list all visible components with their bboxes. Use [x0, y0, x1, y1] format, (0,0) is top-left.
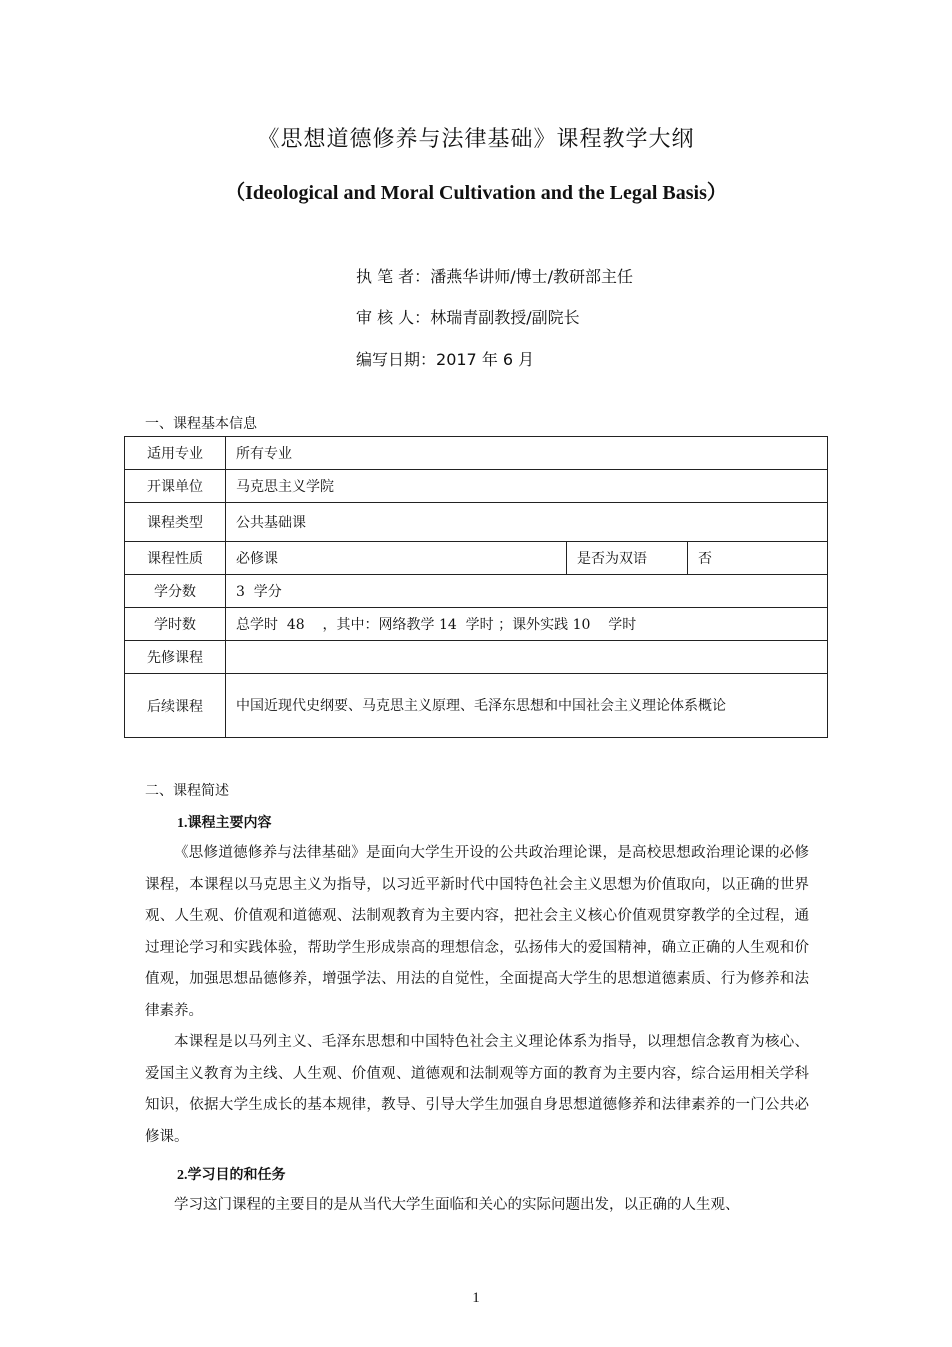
paragraph-course-content [145, 838, 809, 1153]
row-value [226, 641, 828, 674]
row-label: 先修课程 [125, 641, 226, 674]
table-row [125, 641, 828, 674]
row-value: 公共基础课 [226, 503, 828, 542]
row-label: 适用专业 [125, 437, 226, 470]
row-value: 马克思主义学院 [226, 470, 828, 503]
bilingual-label: 是否为双语 [567, 542, 688, 575]
date-line [356, 347, 534, 370]
paragraph-objectives [145, 1190, 809, 1222]
date-value: 2017 年 6 月 [436, 350, 535, 369]
row-value: 中国近现代史纲要、马克思主义原理、毛泽东思想和中国社会主义理论体系概论 [226, 674, 828, 738]
author-value: 潘燕华讲师/博士/教研部主任 [430, 267, 633, 286]
table-row [125, 542, 828, 575]
page-number: 1 [472, 1290, 480, 1306]
table-row [125, 437, 828, 470]
paragraph: 《思修道德修养与法律基础》是面向大学生开设的公共政治理论课，是高校思想政治理论课的必修课程，本课程以马克思主义为指导，以习近平新时代中国特色社会主义思想为价值取向，以正确的世界观、人生观、价值观和道德观、法制观教育为主要内容，把社会主义核心价值观贯穿教学的全过程，通过理论学习和实践体验，帮助学生形成崇高的理想信念，弘扬伟大的爱国精神，确立正确的人生观和价值观，加强思想品德修养，增强学法、用法的自觉性，全面提高大学生的思想道德素质、行为修养和法律素养。 [145, 845, 809, 1019]
row-label: 课程类型 [125, 503, 226, 542]
section1-heading: 一、课程基本信息 [145, 416, 257, 432]
table-row [125, 470, 828, 503]
paragraph: 学习这门课程的主要目的是从当代大学生面临和关心的实际问题出发，以正确的人生观、 [174, 1197, 740, 1213]
subsection2-heading: 2.学习目的和任务 [177, 1168, 286, 1183]
row-label: 学时数 [125, 608, 226, 641]
author-label: 执 笔 者： [356, 267, 431, 286]
subsection1-heading: 1.课程主要内容 [177, 816, 272, 831]
reviewer-value: 林瑞青副教授/副院长 [430, 308, 580, 327]
row-label: 课程性质 [125, 542, 226, 575]
paragraph: 本课程是以马列主义、毛泽东思想和中国特色社会主义理论体系为指导，以理想信念教育为核心、爱国主义教育为主线、人生观、价值观、道德观和法制观等方面的教育为主要内容，综合运用相关学科知识，依据大学生成长的基本规律，教导、引导大学生加强自身思想道德修养和法律素养的一门公共必修课。 [145, 1034, 809, 1145]
document-title-english: （Ideological and Moral Cultivation and the Legal Basis） [225, 182, 727, 204]
row-label: 学分数 [125, 575, 226, 608]
bilingual-value: 否 [688, 542, 828, 575]
row-label: 后续课程 [125, 674, 226, 738]
row-value: 3 学分 [226, 575, 828, 608]
section2-heading: 二、课程简述 [145, 783, 229, 799]
table-row [125, 674, 828, 738]
table-row [125, 608, 828, 641]
row-value: 总学时 48 ，其中：网络教学 14 学时 ；课外实践 10 学时 [226, 608, 828, 641]
author-line [356, 264, 633, 287]
course-info-table [124, 436, 828, 738]
table-row [125, 503, 828, 542]
row-value: 必修课 [226, 542, 567, 575]
table-row [125, 575, 828, 608]
reviewer-line [356, 305, 580, 328]
document-title: 《思想道德修养与法律基础》课程教学大纲 [257, 127, 695, 152]
date-label: 编写日期： [356, 350, 437, 369]
row-label: 开课单位 [125, 470, 226, 503]
row-value: 所有专业 [226, 437, 828, 470]
reviewer-label: 审 核 人： [356, 308, 431, 327]
